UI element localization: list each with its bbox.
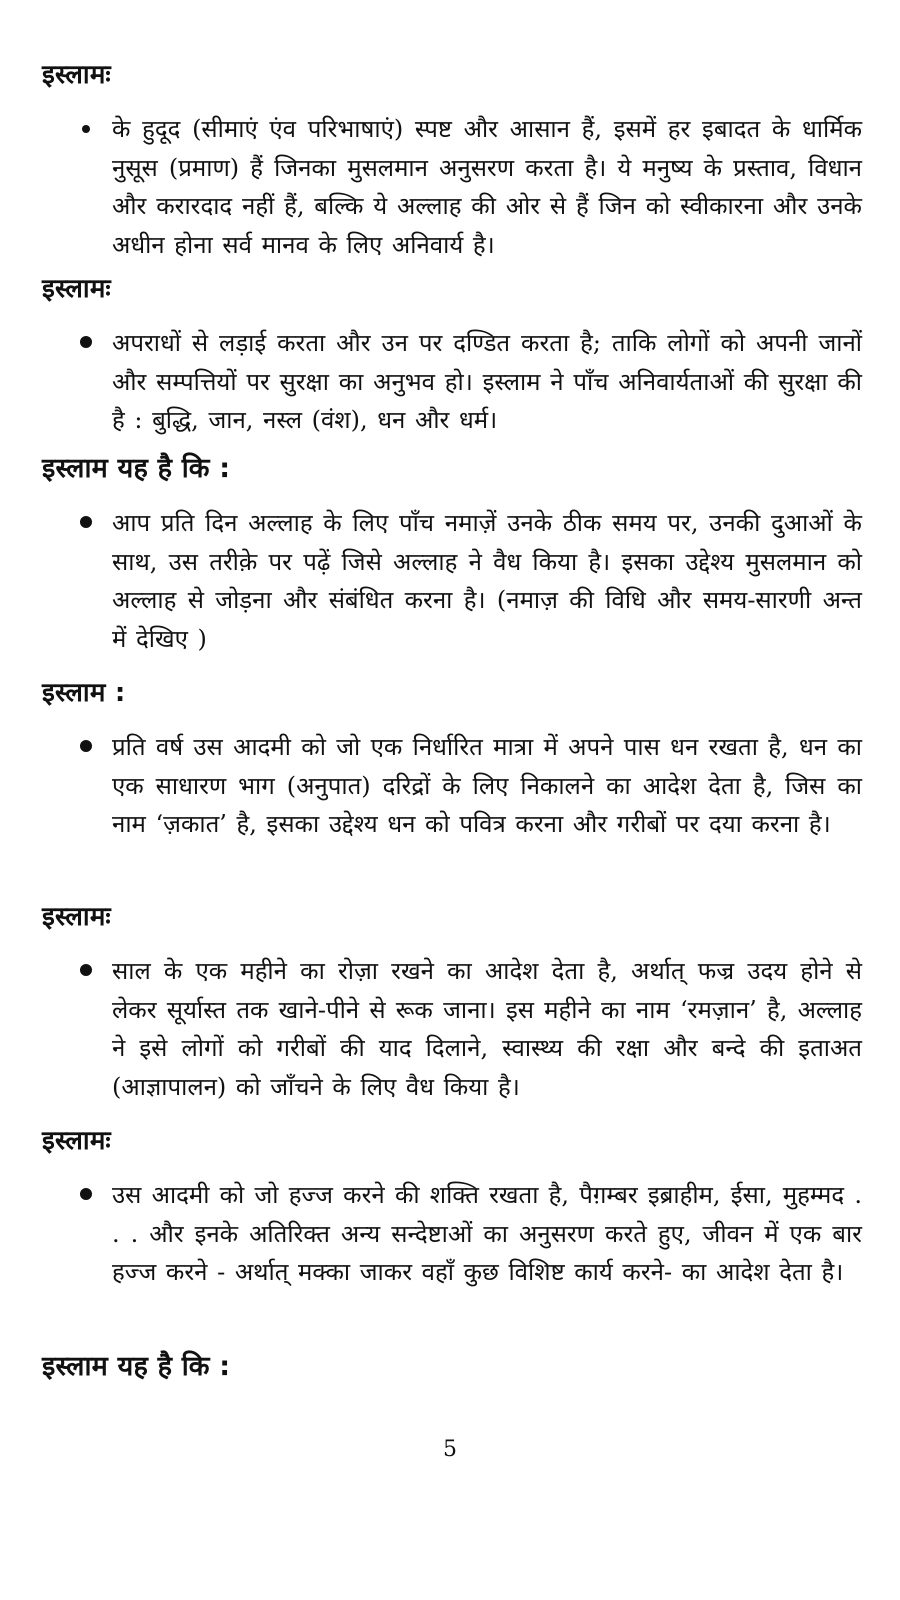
section-heading: इस्लाम : xyxy=(42,678,126,708)
bullet-icon xyxy=(80,964,92,976)
bullet-item xyxy=(42,110,862,264)
section-islam-zakat xyxy=(42,676,862,900)
bullet-text: अपराधों से लड़ाई करता और उन पर दण्डित करता है; ताकि लोगों को अपनी जानों और सम्पत्तियों पर सुरक्षा का अनुभव हो। इस्लाम ने पाँच अनिवार्यताओं की सुरक्षा की है : बुद्धि, जान, नस्ल (वंश), धन और धर्म। xyxy=(112,329,862,434)
bullet-icon xyxy=(80,740,92,752)
bullet-item xyxy=(42,1176,862,1292)
section-islam-crime xyxy=(42,272,862,452)
bullet-item xyxy=(42,504,862,658)
section-heading: इस्लामः xyxy=(42,60,111,90)
bullet-item xyxy=(42,324,862,440)
bullet-text: उस आदमी को जो हज्ज करने की शक्ति रखता है, पैग़म्बर इब्राहीम, ईसा, मुहम्मद . . . और इनके अतिरिक्त अन्य सन्देष्टाओं का अनुसरण करते हुए, जीवन में एक बार हज्ज करने - अर्थात् मक्का जाकर वहाँ कुछ विशिष्ट कार्य करने- का आदेश देता है। xyxy=(112,1181,862,1286)
section-islam-fasting xyxy=(42,900,862,1124)
bullet-icon xyxy=(80,1188,92,1200)
bullet-text: के हुदूद (सीमाएं एंव परिभाषाएं) स्पष्ट और आसान हैं, इसमें हर इबादत के धार्मिक नुसूस (प्रमाण) हैं जिनका मुसलमान अनुसरण करता है। ये मनुष्य के प्रस्ताव, विधान और करारदाद नहीं हैं, बल्कि ये अल्लाह की ओर से हैं जिन को स्वीकारना और उनके अधीन होना सर्व मानव के लिए अनिवार्य है। xyxy=(112,115,862,259)
section-heading: इस्लामः xyxy=(42,902,111,932)
bullet-item xyxy=(42,952,862,1106)
bullet-text: प्रति वर्ष उस आदमी को जो एक निर्धारित मात्रा में अपने पास धन रखता है, धन का एक साधारण भाग (अनुपात) दरिद्रों के लिए निकालने का आदेश देता है, जिस का नाम ‘ज़कात’ है, इसका उद्देश्य धन को पवित्र करना और गरीबों पर दया करना है। xyxy=(112,733,862,838)
page-number: 5 xyxy=(443,1437,457,1462)
bullet-icon xyxy=(80,516,92,528)
bullet-text: साल के एक महीने का रोज़ा रखने का आदेश देता है, अर्थात् फज्र उदय होने से लेकर सूर्यास्त तक खाने-पीने से रूक जाना। इस महीने का नाम ‘रमज़ान’ है, अल्लाह ने इसे लोगों को गरीबों की याद दिलाने, स्वास्थ्य की रक्षा और बन्दे की इताअत (आज्ञापालन) को जाँचने के लिए वैध किया है। xyxy=(112,957,862,1101)
section-heading: इस्लाम यह है कि : xyxy=(42,1351,231,1382)
bullet-icon xyxy=(82,125,90,133)
section-heading: इस्लामः xyxy=(42,1126,111,1156)
section-islam-boundaries xyxy=(42,58,862,272)
section-islam-continued xyxy=(42,1350,862,1390)
section-islam-hajj xyxy=(42,1124,862,1350)
section-heading: इस्लामः xyxy=(42,274,111,304)
bullet-item xyxy=(42,728,862,844)
section-heading: इस्लाम यह है कि : xyxy=(42,453,231,484)
bullet-text: आप प्रति दिन अल्लाह के लिए पाँच नमाज़ें उनके ठीक समय पर, उनकी दुआओं के साथ, उस तरीक़े पर पढ़ें जिसे अल्लाह ने वैध किया है। इसका उद्देश्य मुसलमान को अल्लाह से जोड़ना और संबंधित करना है। (नमाज़ की विधि और समय-सारणी अन्त में देखिए ) xyxy=(112,509,862,653)
bullet-icon xyxy=(80,336,92,348)
section-islam-prayer xyxy=(42,452,862,676)
